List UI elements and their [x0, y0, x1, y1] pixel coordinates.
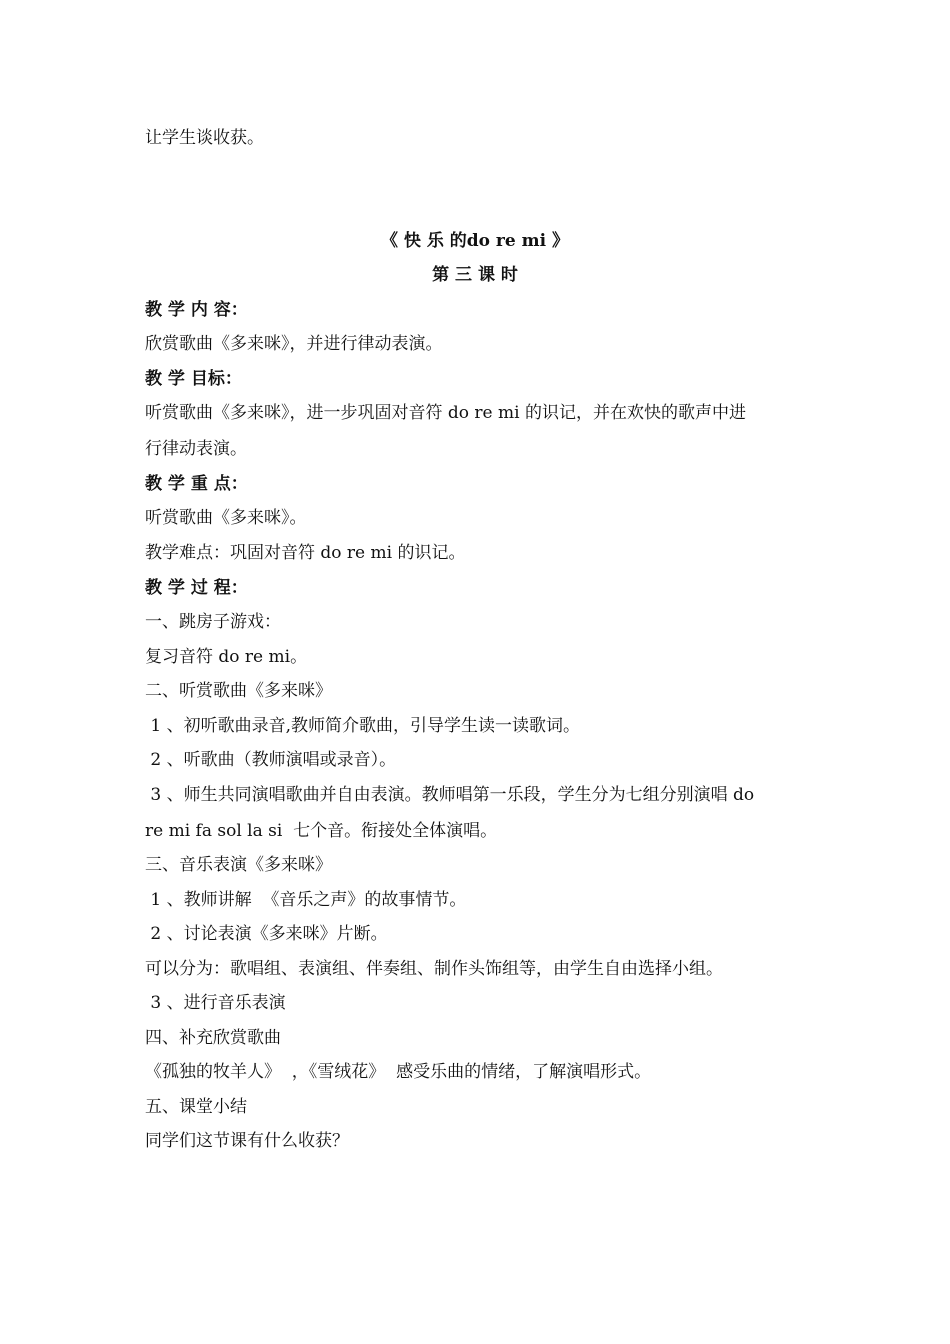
process-line: 复习音符 do re mi。 — [145, 647, 308, 667]
key-text: 听赏歌曲《多来咪》。 — [145, 508, 307, 528]
process-line: 3 、进行音乐表演 — [145, 993, 286, 1013]
goal-text-1: 听赏歌曲《多来咪》，进一步巩固对音符 do re mi 的识记，并在欢快的歌声中进 — [145, 403, 746, 423]
process-line: 2 、讨论表演《多来咪》片断。 — [145, 924, 388, 944]
process-line: 1 、初听歌曲录音,教师简介歌曲，引导学生读一读歌词。 — [145, 716, 581, 736]
content-text: 欣赏歌曲《多来咪》，并进行律动表演。 — [145, 334, 443, 354]
top-line: 让学生谈收获。 — [145, 128, 264, 148]
lesson-subtitle: 第 三 课 时 — [432, 265, 518, 285]
process-line: 可以分为：歌唱组、表演组、伴奏组、制作头饰组等，由学生自由选择小组。 — [145, 959, 723, 979]
content-label: 教 学 内 容： — [145, 300, 248, 320]
process-line: 二、听赏歌曲《多来咪》 — [145, 681, 332, 701]
difficulty-text: 教学难点：巩固对音符 do re mi 的识记。 — [145, 543, 466, 563]
goal-label: 教 学 目标： — [145, 369, 242, 389]
process-line: 同学们这节课有什么收获？ — [145, 1131, 349, 1151]
process-line: 三、音乐表演《多来咪》 — [145, 855, 332, 875]
process-line: 一、跳房子游戏： — [145, 612, 281, 632]
process-line: 1 、教师讲解 《音乐之声》的故事情节。 — [145, 890, 467, 910]
key-label: 教 学 重 点： — [145, 474, 248, 494]
process-line: 《孤独的牧羊人》 ，《雪绒花》 感受乐曲的情绪，了解演唱形式。 — [145, 1062, 652, 1082]
process-line: 五、课堂小结 — [145, 1097, 247, 1117]
lesson-title: 《 快 乐 的do re mi 》 — [381, 231, 569, 251]
process-line: 四、补充欣赏歌曲 — [145, 1028, 281, 1048]
process-line: 2 、听歌曲（教师演唱或录音）。 — [145, 750, 397, 770]
goal-text-2: 行律动表演。 — [145, 439, 247, 459]
process-line: re mi fa sol la si 七个音。衔接处全体演唱。 — [145, 821, 498, 841]
process-line: 3 、师生共同演唱歌曲并自由表演。教师唱第一乐段，学生分为七组分别演唱 do — [145, 785, 755, 805]
process-label: 教 学 过 程： — [145, 578, 248, 598]
